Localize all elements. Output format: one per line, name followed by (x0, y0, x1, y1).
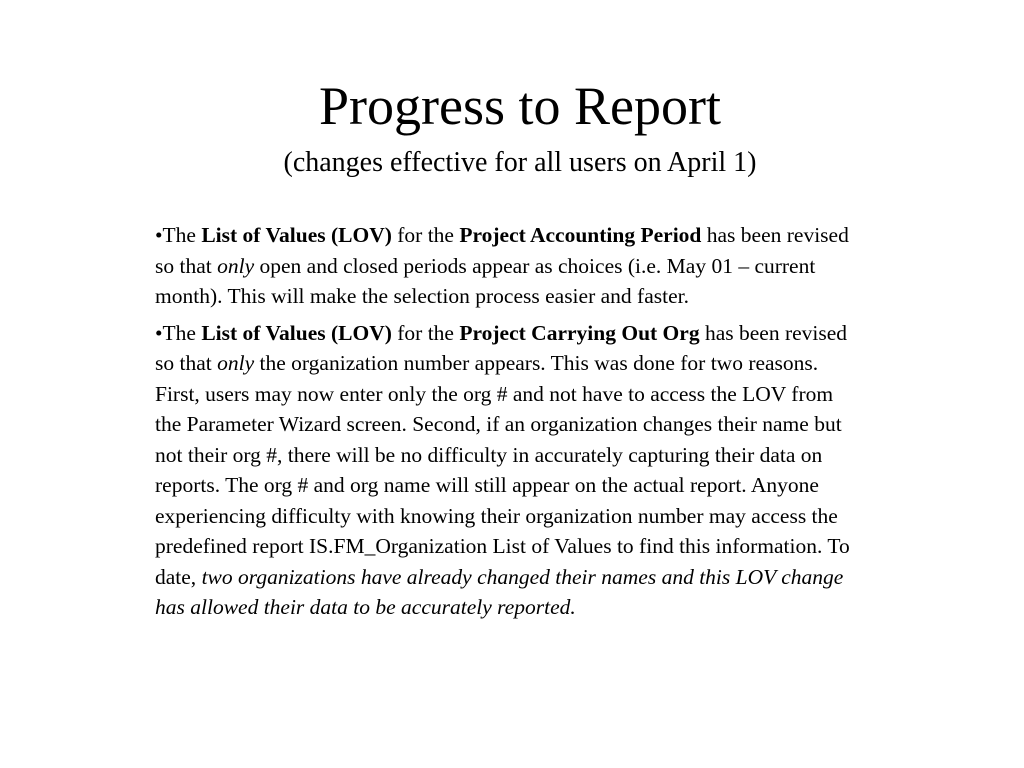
bullet-text: the organization number appears. This was done for two reasons. First, users may now enter only the org # and not have to access the LOV from the Parameter Wizard screen. Second, if an organization changes their name but not their org #, there will be no difficulty in accurately capturing their data on reports. The org # and org name will still appear on the actual report. Anyone experiencing difficulty with knowing their organization number may access the predefined report IS.FM_Organization List of Values to find this information. To date, (155, 351, 850, 589)
bold-term-lov: List of Values (LOV) (201, 223, 392, 247)
bold-term-project-carrying-out-org: Project Carrying Out Org (459, 320, 700, 345)
bullet-text: The (162, 320, 202, 345)
bullet-text: for the (391, 223, 460, 247)
italic-only: only (217, 351, 255, 375)
slide-title: Progress to Report (319, 76, 721, 136)
bullet-text: has been revised so that (155, 320, 848, 375)
bullet-text: for the (391, 320, 460, 345)
bold-term-project-accounting-period: Project Accounting Period (459, 223, 702, 247)
bold-term-lov: List of Values (LOV) (201, 320, 392, 345)
italic-only: only (217, 253, 255, 278)
italic-closing-statement: two organizations have already changed their names and this LOV change has allowed their data to be accurately reported. (155, 564, 844, 619)
bullet-marker: • (155, 320, 163, 345)
bullet-text: open and closed periods appear as choices (i.e. May 01 – current month). This will make the selection process easier and faster. (155, 253, 816, 308)
bullet-text: has been revised so that (155, 223, 849, 278)
slide-body (155, 220, 853, 629)
bullet-paragraph-lov-carrying-out-org (155, 318, 853, 623)
bullet-marker: • (155, 223, 163, 247)
title-block (0, 74, 1024, 180)
slide-subtitle: (changes effective for all users on April 1) (283, 147, 757, 178)
bullet-paragraph-lov-accounting-period (155, 220, 853, 312)
bullet-text: The (162, 223, 202, 247)
